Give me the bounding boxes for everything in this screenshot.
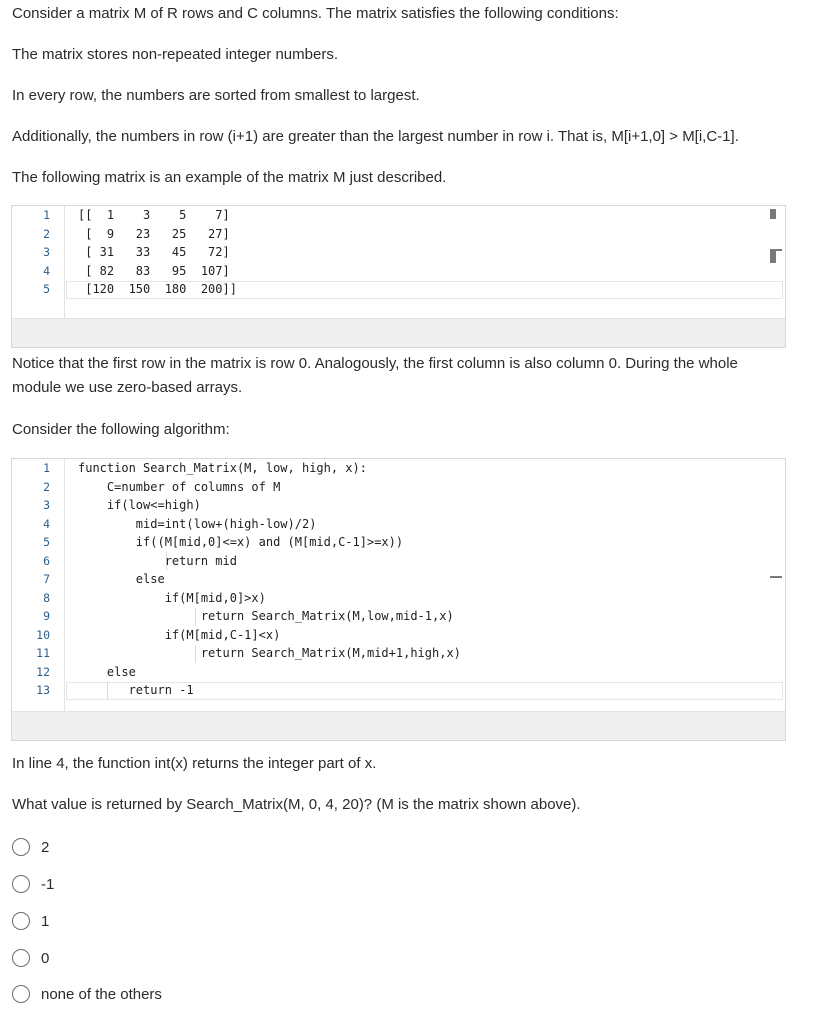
matrix-code-editor[interactable] xyxy=(11,205,786,348)
question-text: What value is returned by Search_Matrix(M, 0, 4, 20)? (M is the matrix shown above). xyxy=(12,796,581,813)
code-line: [ 9 23 25 27] xyxy=(78,226,230,241)
line-number: 10 xyxy=(36,627,50,642)
code-line: C=number of columns of M xyxy=(78,479,281,494)
radio-button[interactable] xyxy=(12,912,30,930)
code-line: mid=int(low+(high-low)/2) xyxy=(78,516,317,531)
code-line: [120 150 180 200]] xyxy=(78,282,237,296)
code-line: else xyxy=(78,664,136,679)
code-line: else xyxy=(78,572,165,586)
line-number: 2 xyxy=(43,226,50,241)
zero-based-note: Notice that the first row in the matrix is row 0. Analogously, the first column is also column 0. During the whole module we use zero-based arrays. xyxy=(12,355,738,396)
code-line: [[ 1 3 5 7] xyxy=(78,208,230,222)
code-line: if(low<=high) xyxy=(78,498,201,512)
line-number: 9 xyxy=(43,609,50,623)
answer-option-0[interactable] xyxy=(12,946,49,970)
answer-option-1[interactable] xyxy=(12,909,49,933)
algorithm-intro: Consider the following algorithm: xyxy=(12,421,230,438)
line-number: 5 xyxy=(43,282,50,296)
line-number: 7 xyxy=(43,572,50,586)
algorithm-code-editor[interactable] xyxy=(11,458,786,741)
matrix-editor-footer xyxy=(12,318,785,347)
line-number: 12 xyxy=(36,664,50,679)
intro-paragraph-4: Additionally, the numbers in row (i+1) are greater than the largest number in row i. That is, M[i+1,0] > M[i,C-1]. xyxy=(12,128,739,145)
radio-button[interactable] xyxy=(12,949,30,967)
line-number: 3 xyxy=(43,498,50,512)
scrollbar-mark xyxy=(770,209,776,219)
option-label: none of the others xyxy=(41,985,162,1003)
algorithm-code-lines xyxy=(78,459,777,700)
code-line: return mid xyxy=(78,553,237,568)
line-number: 2 xyxy=(43,479,50,494)
line-number: 11 xyxy=(36,646,50,660)
scrollbar-mark xyxy=(770,249,776,263)
scrollbar-mark xyxy=(770,249,782,251)
option-label: 1 xyxy=(41,912,50,930)
intro-paragraph-2: The matrix stores non-repeated integer numbers. xyxy=(12,46,338,63)
intro-paragraph-5: The following matrix is an example of the matrix M just described. xyxy=(12,169,447,186)
option-label: 0 xyxy=(41,949,50,967)
line-number: 3 xyxy=(43,245,50,259)
line-number: 6 xyxy=(43,553,50,568)
int-function-note: In line 4, the function int(x) returns the integer part of x. xyxy=(12,755,377,772)
radio-button[interactable] xyxy=(12,875,30,893)
radio-button[interactable] xyxy=(12,838,30,856)
option-label: -1 xyxy=(41,875,55,893)
answer-option-2[interactable] xyxy=(12,835,49,859)
code-line: if(M[mid,0]>x) xyxy=(78,590,266,605)
option-label: 2 xyxy=(41,838,50,856)
line-number: 4 xyxy=(43,263,50,278)
line-number: 4 xyxy=(43,516,50,531)
matrix-line-gutter xyxy=(12,206,65,319)
code-line: [ 82 83 95 107] xyxy=(78,263,230,278)
code-line: return -1 xyxy=(78,683,194,697)
matrix-code-lines xyxy=(78,206,777,299)
code-line: if(M[mid,C-1]<x) xyxy=(78,627,281,642)
line-number: 1 xyxy=(43,208,50,222)
answer-option-minus-1[interactable] xyxy=(12,872,54,896)
line-number: 8 xyxy=(43,590,50,605)
answer-option-none[interactable] xyxy=(12,982,162,1006)
line-number: 13 xyxy=(36,683,50,697)
code-line: return Search_Matrix(M,mid+1,high,x) xyxy=(78,646,461,660)
algorithm-line-gutter xyxy=(12,459,65,711)
intro-paragraph-3: In every row, the numbers are sorted from smallest to largest. xyxy=(12,87,420,104)
code-line: function Search_Matrix(M, low, high, x): xyxy=(78,461,367,475)
code-line: return Search_Matrix(M,low,mid-1,x) xyxy=(78,609,454,623)
code-line: if((M[mid,0]<=x) and (M[mid,C-1]>=x)) xyxy=(78,535,404,549)
radio-button[interactable] xyxy=(12,985,30,1003)
line-number: 5 xyxy=(43,535,50,549)
line-number: 1 xyxy=(43,461,50,475)
algorithm-editor-footer xyxy=(12,711,785,740)
code-line: [ 31 33 45 72] xyxy=(78,245,230,259)
scrollbar-mark xyxy=(770,576,782,578)
intro-paragraph-1: Consider a matrix M of R rows and C columns. The matrix satisfies the following conditions: xyxy=(12,5,619,22)
